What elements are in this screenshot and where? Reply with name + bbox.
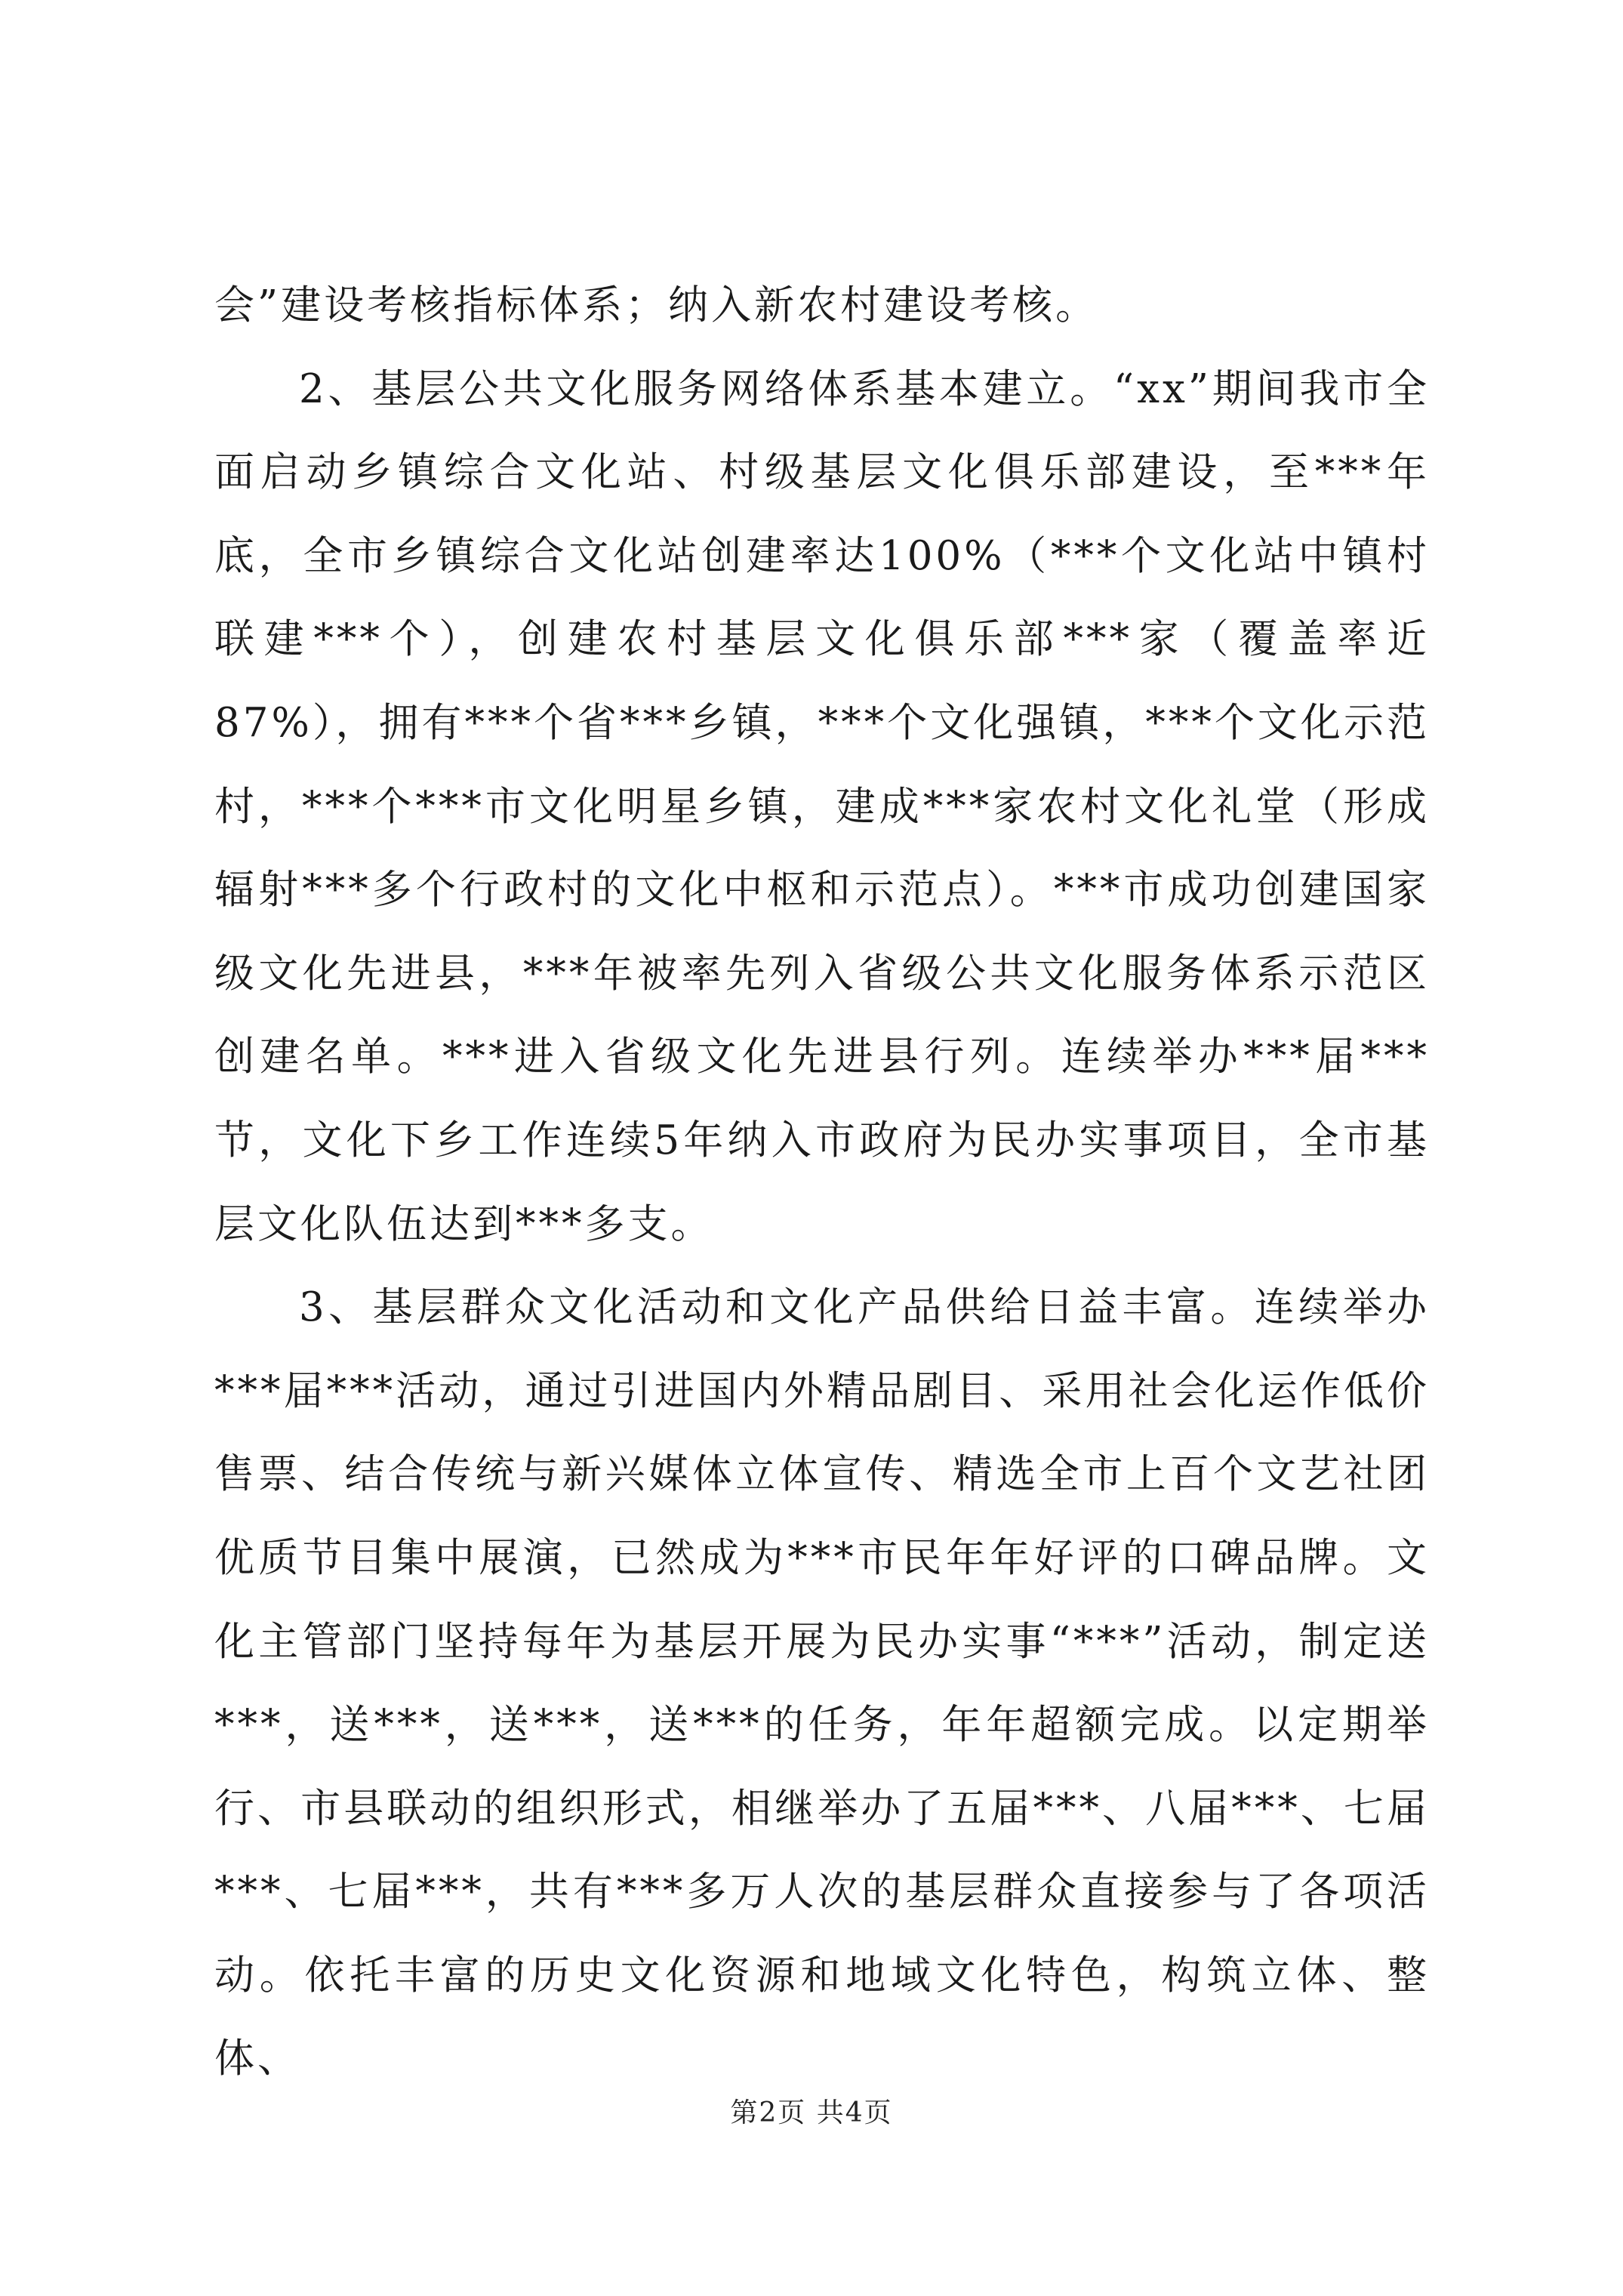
paragraph-item-3: 3、基层群众文化活动和文化产品供给日益丰富。连续举办***届***活动，通过引进国内外精品剧目、采用社会化运作低价售票、结合传统与新兴媒体立体宣传、精选全市上百个文艺社团优质节目集中展演，已然成为***市民年年好评的口碑品牌。文化主管部门坚持每年为基层开展为民办实事“***”活动，制定送***，送***，送***，送***的任务，年年超额完成。以定期举行、市县联动的组织形式，相继举办了五届***、八届***、七届***、七届***，共有***多万人次的基层群众直接参与了各项活动。依托丰富的历史文化资源和地域文化特色，构筑立体、整体、 — [214, 1284, 1430, 2082]
paragraph-continuation: 会”建设考核指标体系；纳入新农村建设考核。 — [214, 282, 1099, 328]
paragraph-item-2: 2、基层公共文化服务网络体系基本建立。“xx”期间我市全面启动乡镇综合文化站、村级基层文化俱乐部建设，至***年底，全市乡镇综合文化站创建率达100%（***个文化站中镇村联建***个），创建农村基层文化俱乐部***家（覆盖率近87%），拥有***个省***乡镇，***个文化强镇，***个文化示范村，***个***市文化明星乡镇，建成***家农村文化礼堂（形成辐射***多个行政村的文化中枢和示范点）。***市成功创建国家级文化先进县，***年被率先列入省级公共文化服务体系示范区创建名单。***进入省级文化先进县行列。连续举办***届***节，文化下乡工作连续5年纳入市政府为民办实事项目，全市基层文化队伍达到***多支。 — [214, 365, 1430, 1247]
page-number-footer: 第2页 共4页 — [730, 2097, 893, 2128]
document-body — [214, 264, 1430, 2101]
